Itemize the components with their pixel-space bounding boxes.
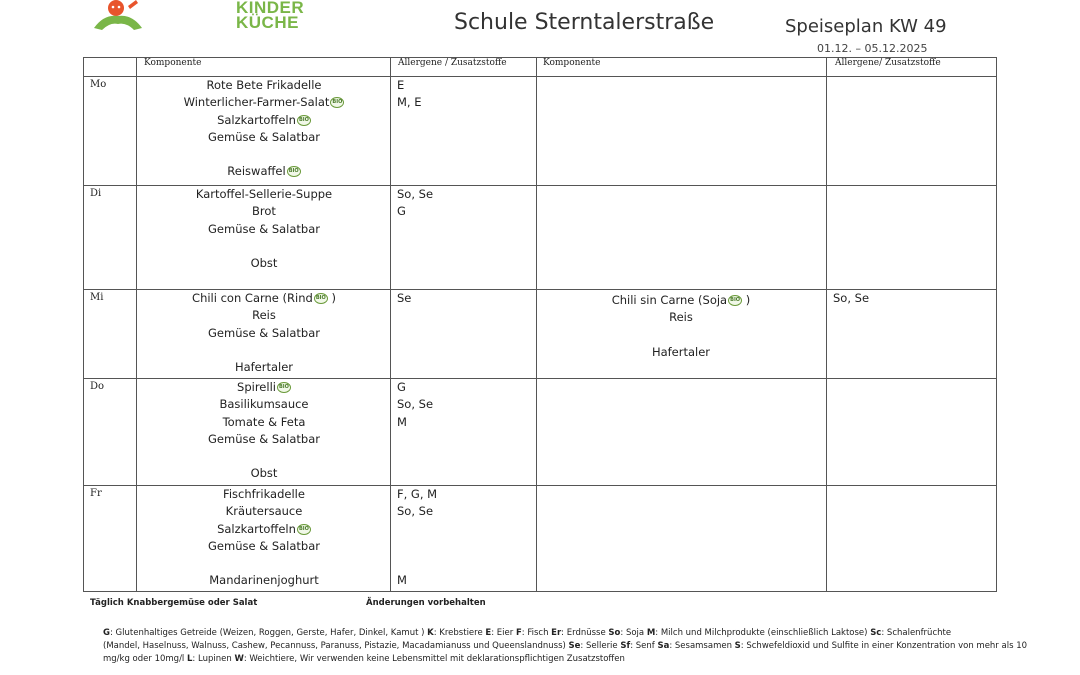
menu-components-1 — [137, 290, 391, 376]
legend-text: : Senf — [630, 641, 658, 651]
menu-item — [137, 379, 391, 396]
allergen-code: M — [397, 414, 407, 429]
legend-key: Se — [568, 641, 581, 651]
legend-key: E — [485, 628, 492, 638]
menu-item — [137, 112, 391, 129]
plan-date-range: 01.12. – 05.12.2025 — [817, 42, 928, 55]
day-label: Mi — [90, 292, 104, 303]
allergen-code — [397, 538, 537, 555]
legend-key: K — [427, 628, 434, 638]
legend-key: Sf — [620, 641, 631, 651]
menu-item — [536, 344, 826, 361]
legend-text: : Sellerie — [580, 641, 621, 651]
menu-item-text: Brot — [252, 204, 276, 219]
menu-item — [137, 342, 391, 359]
legend-text: : Schalenfrüchte — [881, 628, 952, 638]
allergen-code — [397, 521, 537, 538]
allergens-1 — [397, 186, 537, 221]
menu-table — [83, 57, 997, 592]
menu-item-text: Tomate & Feta — [222, 414, 306, 429]
legend-key: Er — [551, 628, 562, 638]
allergen-code: So, Se — [397, 504, 434, 519]
table-border-right — [996, 57, 997, 592]
menu-item — [137, 94, 391, 111]
legend-key: Sc — [870, 628, 882, 638]
menu-item-text: Gemüse & Salatbar — [208, 129, 320, 144]
menu-item-suffix: ) — [742, 293, 751, 307]
school-title: Schule Sterntalerstraße — [454, 10, 715, 35]
menu-item-text: Obst — [250, 256, 278, 271]
menu-item-text: Reis — [252, 308, 276, 323]
menu-item — [137, 521, 391, 538]
menu-item-suffix: ) — [327, 291, 336, 305]
menu-item — [536, 309, 826, 326]
bio-seal-icon: BIO — [277, 382, 291, 393]
allergen-legend — [103, 627, 1028, 666]
footer-daily-note: Täglich Knabbergemüse oder Salat — [90, 598, 258, 608]
menu-item — [137, 307, 391, 324]
allergen-code: So, Se — [397, 187, 434, 201]
bio-seal-icon: BIO — [330, 97, 344, 108]
menu-components-2 — [536, 292, 826, 361]
legend-key: L — [187, 654, 193, 664]
legend-key: So — [608, 628, 621, 638]
legend-text: : Fisch — [521, 628, 552, 638]
legend-text: : Erdnüsse — [561, 628, 609, 638]
menu-item-text: Winterlicher-Farmer-Salat — [183, 95, 330, 110]
legend-line — [103, 640, 1028, 653]
allergen-code — [397, 555, 537, 572]
legend-key: F — [515, 628, 522, 638]
menu-item-text: Mandarinenjoghurt — [209, 573, 319, 588]
menu-item-text: Chili con Carne (Rind — [192, 291, 313, 305]
menu-item — [137, 359, 391, 376]
legend-text: : Sesamsamen — [669, 641, 735, 651]
allergen-code: M — [397, 573, 407, 588]
day-label: Fr — [90, 488, 102, 499]
allergen-code: G — [397, 380, 406, 394]
day-label: Do — [90, 381, 105, 392]
allergens-1 — [397, 379, 537, 431]
kinderkueche-logo — [88, 0, 305, 34]
legend-key: W — [234, 654, 244, 664]
chef-logo-icon — [88, 0, 148, 34]
menu-item-text: Gemüse & Salatbar — [208, 221, 320, 236]
footer-changes-note: Änderungen vorbehalten — [366, 598, 486, 608]
table-border-bottom — [83, 591, 997, 592]
menu-item — [137, 129, 391, 146]
menu-item-text: Spirelli — [237, 380, 276, 394]
menu-item-text: Kartoffel-Sellerie-Suppe — [195, 187, 333, 201]
menu-item — [137, 538, 391, 555]
menu-item — [137, 572, 391, 589]
bio-seal-icon: BIO — [297, 115, 311, 126]
menu-item — [137, 555, 391, 572]
menu-item-text: Gemüse & Salatbar — [208, 325, 320, 340]
menu-item — [137, 163, 391, 180]
legend-text: mg/kg oder 10mg/l — [103, 654, 187, 664]
menu-item — [137, 290, 391, 307]
menu-item — [137, 431, 391, 448]
bio-seal-icon: BIO — [728, 295, 742, 306]
bio-seal-icon: BIO — [287, 166, 301, 177]
legend-text: : Milch und Milchprodukte (einschließlich Laktose) — [655, 628, 871, 638]
bio-seal-icon: BIO — [314, 293, 328, 304]
allergen-code: So, Se — [833, 291, 870, 305]
allergen-code: E — [397, 78, 405, 92]
menu-item-text: Gemüse & Salatbar — [208, 538, 320, 553]
legend-text: (Mandel, Haselnuss, Walnuss, Cashew, Pecannuss, Paranuss, Pistazie, Macadamianuss und Queenslandnuss) — [103, 641, 569, 651]
legend-key: M — [646, 628, 656, 638]
menu-item — [137, 396, 391, 413]
allergens-1 — [397, 486, 537, 590]
logo-text-kinder: KINDER — [236, 0, 305, 17]
menu-components-1 — [137, 379, 391, 483]
legend-text: : Soja — [620, 628, 647, 638]
menu-item — [137, 448, 391, 465]
menu-item — [137, 465, 391, 482]
menu-item — [536, 327, 826, 344]
legend-line — [103, 653, 993, 666]
menu-item — [137, 186, 391, 203]
menu-item-text: Kräutersauce — [225, 504, 303, 519]
bio-seal-icon: BIO — [297, 524, 311, 535]
plan-title: Speiseplan KW 49 — [785, 16, 947, 37]
day-label: Mo — [90, 79, 107, 90]
allergen-code: G — [397, 204, 406, 219]
menu-item-text: Hafertaler — [651, 344, 711, 359]
legend-text: : Glutenhaltiges Getreide (Weizen, Roggen, Gerste, Hafer, Dinkel, Kamut ) — [109, 628, 428, 638]
menu-item-text: Chili sin Carne (Soja — [611, 293, 728, 307]
menu-item — [137, 203, 391, 220]
menu-item-text: Obst — [250, 466, 278, 481]
day-label: Di — [90, 188, 102, 199]
allergen-code: F, G, M — [397, 487, 438, 501]
legend-key: Sa — [657, 641, 670, 651]
legend-key: S — [734, 641, 741, 651]
menu-item-text: Rote Bete Frikadelle — [206, 78, 322, 92]
header-allergene-1: Allergene / Zusatzstoffe — [398, 58, 507, 68]
menu-item-text: Fischfrikadelle — [223, 487, 305, 501]
legend-text: : Lupinen — [192, 654, 235, 664]
allergens-2 — [833, 290, 983, 307]
menu-item-text: Salzkartoffeln — [217, 112, 296, 127]
menu-item — [137, 221, 391, 238]
legend-text: : Weichtiere, Wir verwenden keine Lebensmittel mit deklarationspflichtigen Zusatzstoffen — [243, 654, 625, 664]
allergen-code: Se — [397, 291, 412, 305]
menu-item — [137, 238, 391, 255]
menu-item — [137, 325, 391, 342]
header-komponente-1: Komponente — [144, 58, 202, 68]
menu-item-text: Reiswaffel — [227, 164, 286, 179]
menu-item — [137, 77, 391, 94]
menu-item-text: Basilikumsauce — [219, 397, 309, 412]
header-allergene-2: Allergene/ Zusatzstoffe — [835, 58, 941, 68]
menu-item — [137, 255, 391, 272]
menu-item-text: Reis — [669, 310, 693, 325]
menu-item — [536, 292, 826, 309]
menu-components-1 — [137, 77, 391, 181]
menu-components-1 — [137, 186, 391, 272]
menu-components-1 — [137, 486, 391, 590]
legend-text: : Eier — [491, 628, 516, 638]
menu-item-text: Gemüse & Salatbar — [208, 431, 320, 446]
menu-item-text: Salzkartoffeln — [217, 521, 296, 536]
allergen-code: M, E — [397, 95, 422, 110]
legend-line — [103, 627, 993, 640]
table-border-left — [83, 57, 84, 592]
legend-text: : Schwefeldioxid und Sulfite in einer Konzentration von mehr als 10 — [740, 641, 1028, 651]
allergens-1 — [397, 77, 537, 112]
allergen-code: So, Se — [397, 397, 434, 412]
logo-text-kueche: KÜCHE — [236, 13, 299, 32]
header-komponente-2: Komponente — [543, 58, 601, 68]
menu-item — [137, 486, 391, 503]
menu-item — [137, 146, 391, 163]
menu-item — [137, 414, 391, 431]
legend-key: G — [103, 628, 110, 638]
col-divider-allergens2 — [826, 57, 827, 592]
menu-item — [137, 503, 391, 520]
allergens-1 — [397, 290, 537, 307]
legend-text: : Krebstiere — [433, 628, 486, 638]
menu-item-text: Hafertaler — [234, 360, 294, 375]
